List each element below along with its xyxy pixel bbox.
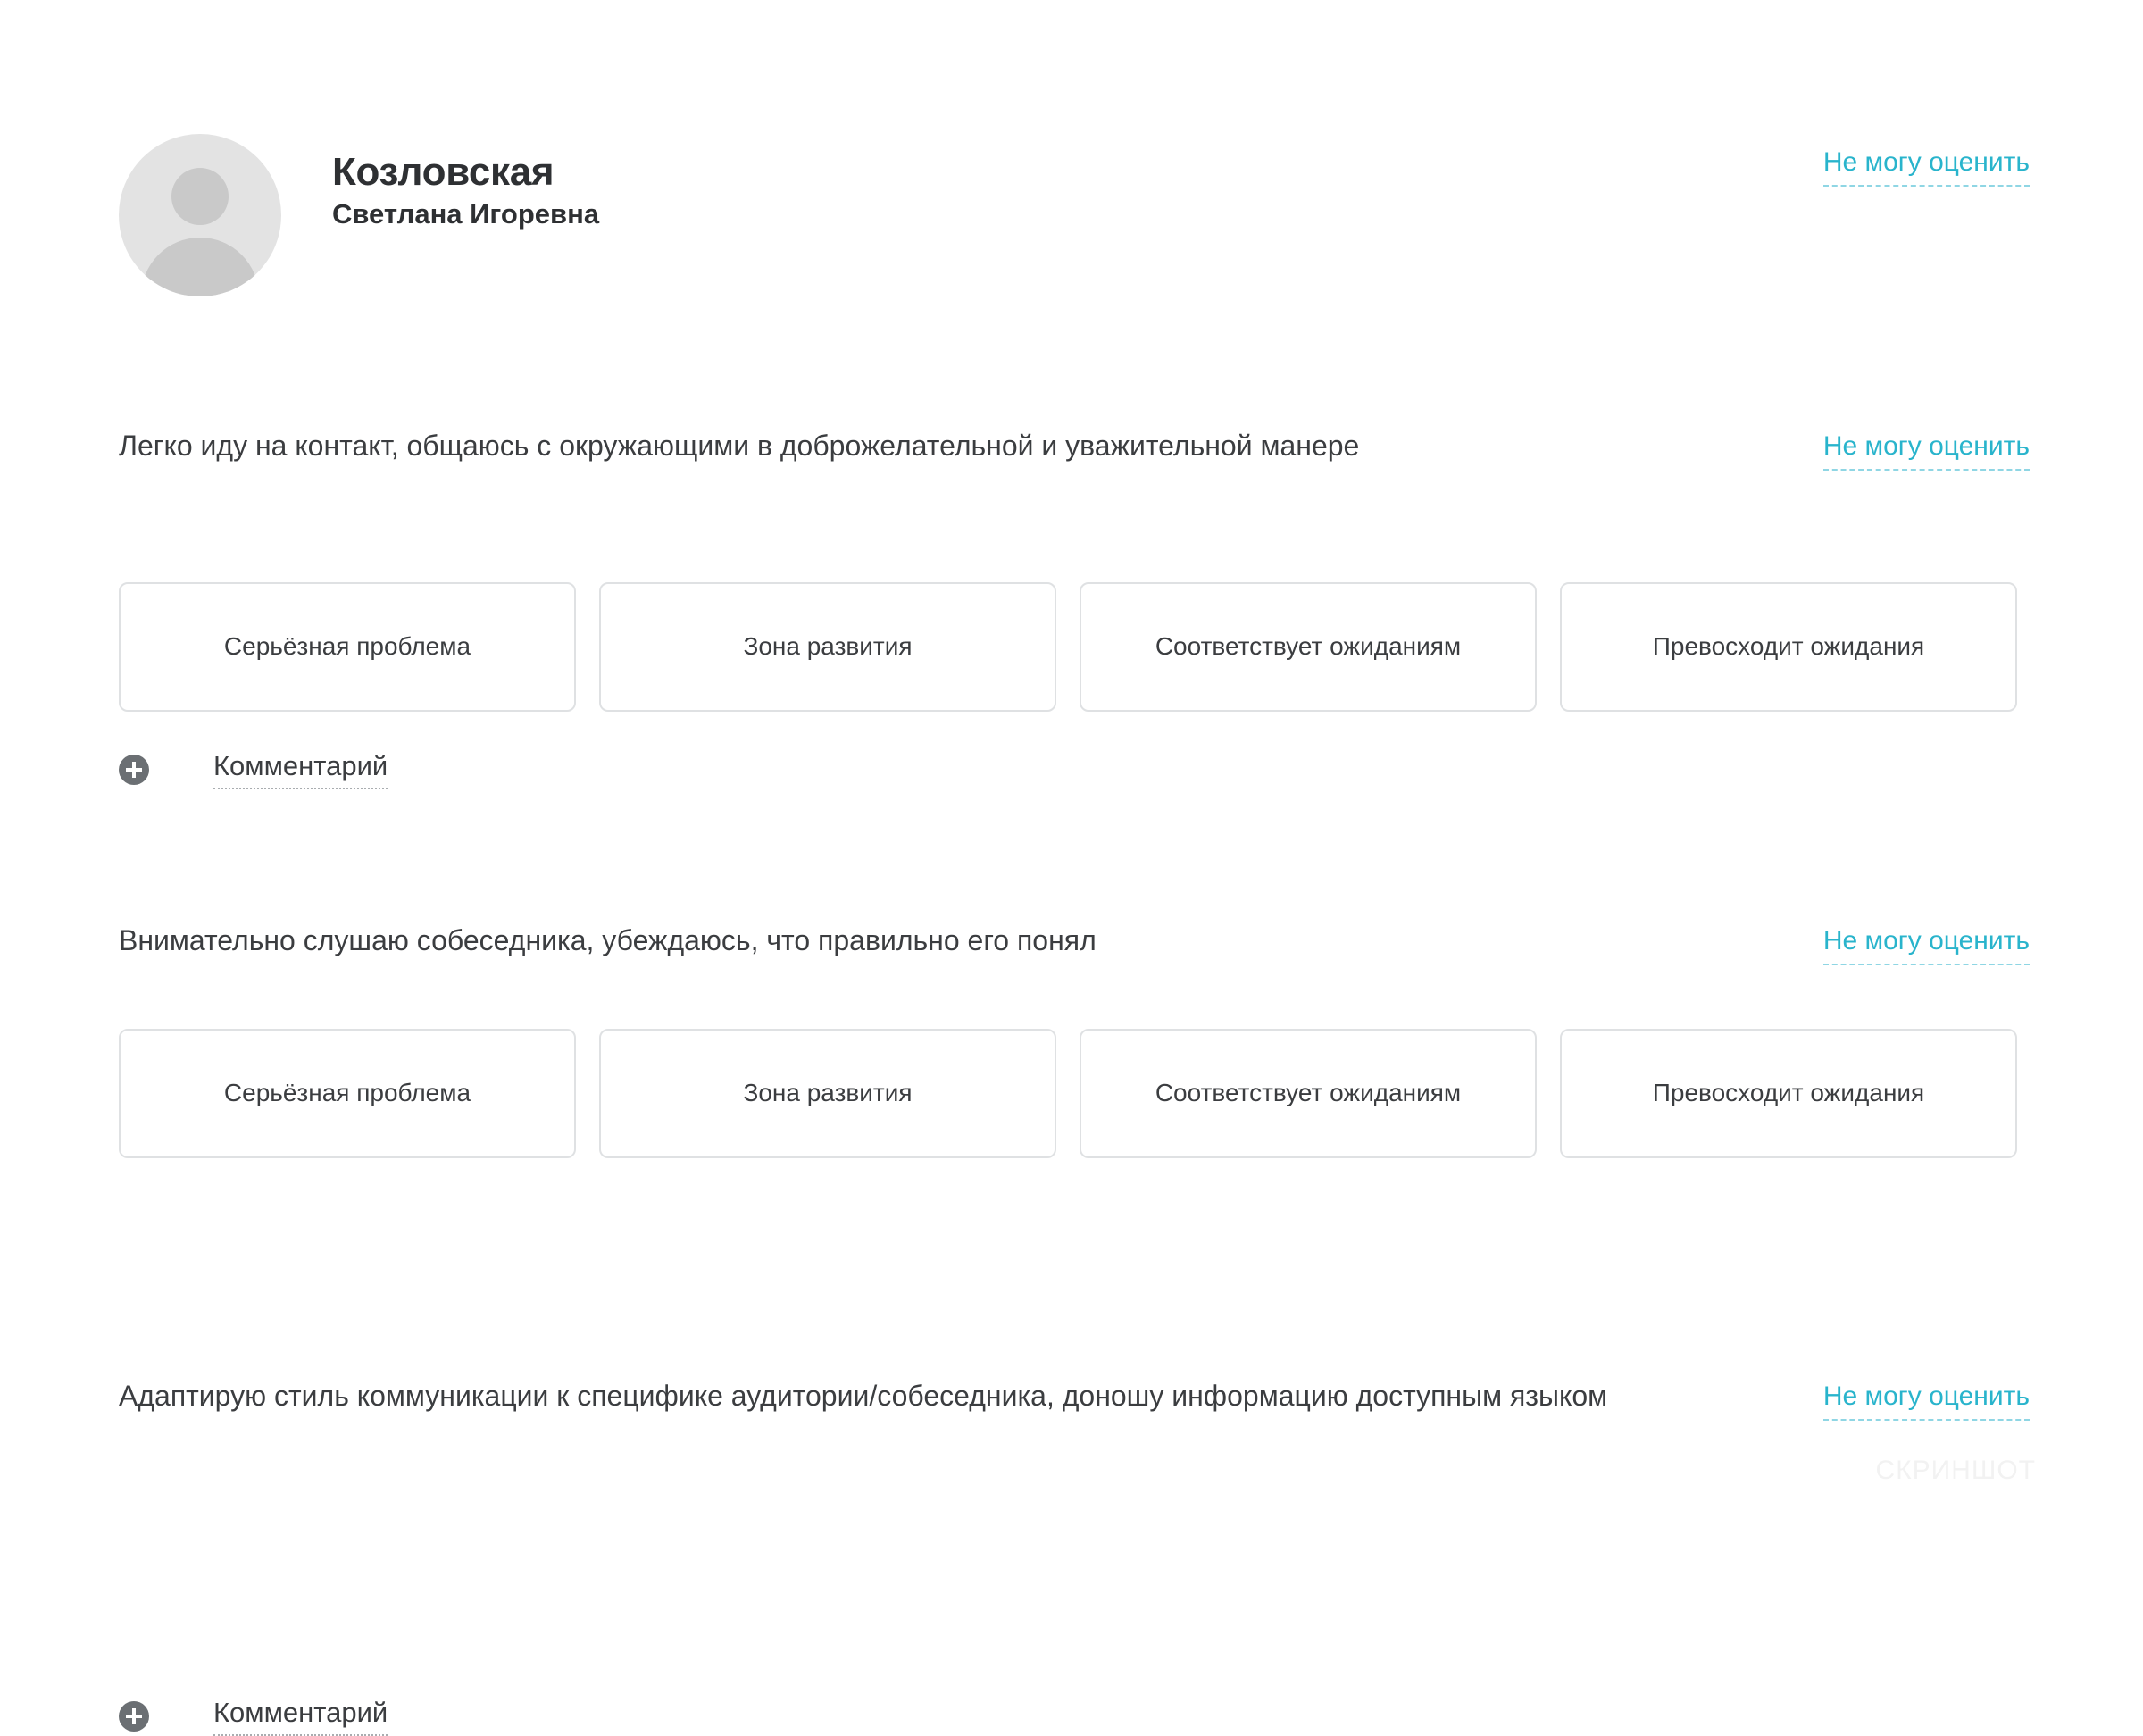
user-avatar-placeholder-icon (171, 168, 229, 225)
person-last-name: Козловская (332, 150, 555, 194)
option-meets-expectations[interactable]: Соответствует ожиданиям (1080, 1029, 1537, 1158)
user-avatar-placeholder-body (141, 238, 259, 296)
cannot-rate-question-2-link[interactable]: Не могу оценить (1823, 925, 2030, 965)
question-3-text: Адаптирую стиль коммуникации к специфике аудитории/собеседника, доношу информацию доступным языком (119, 1380, 1608, 1412)
question-2-comment-label[interactable]: Комментарий (213, 1697, 388, 1736)
question-1-comment-toggle[interactable] (119, 750, 388, 789)
option-serious-problem[interactable]: Серьёзная проблема (119, 582, 576, 712)
question-2-text: Внимательно слушаю собеседника, убеждаюсь, что правильно его понял (119, 924, 1097, 956)
avatar (119, 134, 281, 296)
watermark: СКРИНШОТ (1875, 1456, 2036, 1485)
question-1-comment-label[interactable]: Комментарий (213, 750, 388, 789)
question-block-1 (119, 427, 2030, 781)
plus-circle-icon[interactable] (119, 1701, 149, 1732)
question-2-row (119, 922, 2030, 975)
option-development-zone[interactable]: Зона развития (599, 582, 1056, 712)
question-2-comment-toggle[interactable] (119, 1697, 388, 1736)
question-2-options (119, 1029, 2017, 1158)
cannot-rate-question-1-link[interactable]: Не могу оценить (1823, 430, 2030, 471)
option-development-zone[interactable]: Зона развития (599, 1029, 1056, 1158)
person-first-name-patronymic: Светлана Игоревна (332, 198, 600, 230)
option-exceeds-expectations[interactable]: Превосходит ожидания (1560, 582, 2017, 712)
option-exceeds-expectations[interactable]: Превосходит ожидания (1560, 1029, 2017, 1158)
cannot-rate-person-link[interactable]: Не могу оценить (1823, 146, 2030, 187)
question-block-3 (119, 1377, 2030, 1431)
plus-circle-icon[interactable] (119, 755, 149, 785)
question-1-options (119, 582, 2017, 712)
option-serious-problem[interactable]: Серьёзная проблема (119, 1029, 576, 1158)
cannot-rate-question-3-link[interactable]: Не могу оценить (1823, 1381, 2030, 1421)
option-meets-expectations[interactable]: Соответствует ожиданиям (1080, 582, 1537, 712)
person-name-block (332, 150, 599, 232)
person-header (119, 134, 2030, 304)
question-3-row (119, 1377, 2030, 1431)
question-1-text: Легко иду на контакт, общаюсь с окружающими в доброжелательной и уважительной манере (119, 430, 1360, 462)
question-1-row (119, 427, 2030, 480)
